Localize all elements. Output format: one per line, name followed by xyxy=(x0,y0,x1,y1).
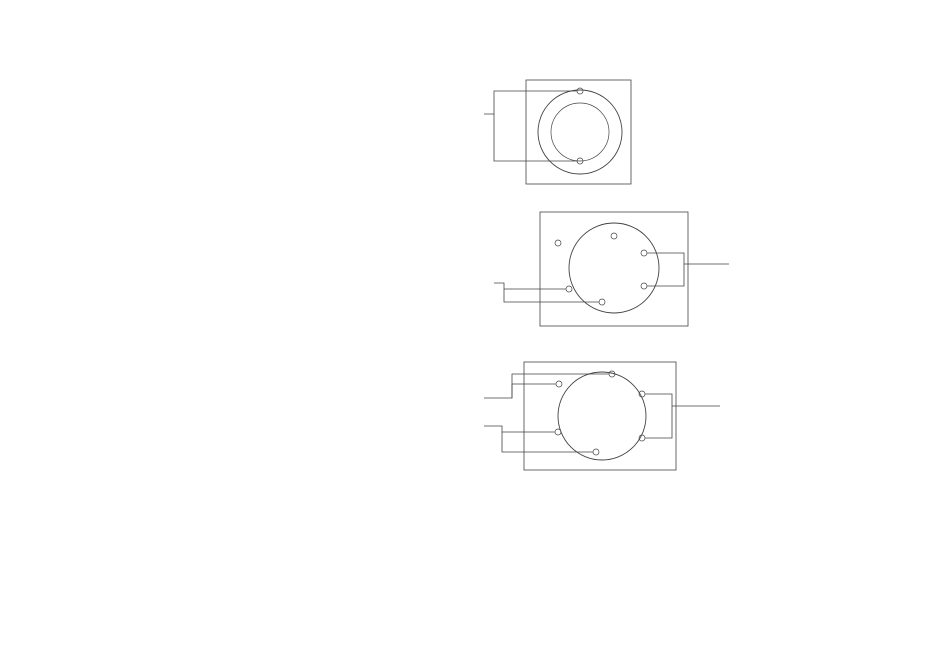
terminal-rin-minus xyxy=(641,283,647,289)
diagram-frame xyxy=(526,80,631,184)
diagram-frame xyxy=(524,362,676,470)
wire-phone-2 xyxy=(647,264,684,286)
base-circle xyxy=(569,223,659,313)
wire-lamp-2 xyxy=(645,406,672,438)
terminal-com xyxy=(611,233,617,239)
terminal-rin-plus xyxy=(641,250,647,256)
terminal-no xyxy=(556,381,562,387)
wire-start-2 xyxy=(512,374,609,398)
left-column xyxy=(72,62,470,74)
wire-lamp-1 xyxy=(645,394,720,406)
wire-s-minus xyxy=(504,289,599,302)
base-circle xyxy=(558,372,646,460)
wire-s-plus xyxy=(484,426,555,432)
terminal-s-plus xyxy=(555,429,561,435)
terminal-s-plus xyxy=(566,286,572,292)
wire-s-plus xyxy=(494,283,566,289)
terminal-s-plus xyxy=(577,88,583,94)
diagram-detector xyxy=(484,74,644,186)
terminal-s-minus xyxy=(593,449,599,455)
diagram-frame xyxy=(540,212,688,326)
wire-start-1 xyxy=(484,384,556,398)
wire-s-plus xyxy=(484,91,577,114)
diagram-manual-button xyxy=(484,208,744,330)
terminal-s-minus xyxy=(599,299,605,305)
inner-circle xyxy=(551,103,609,161)
wire-s-minus xyxy=(494,114,577,161)
wire-s-minus xyxy=(502,432,593,452)
hydrant-note xyxy=(484,474,884,482)
terminal-no xyxy=(555,240,561,246)
diagram-hydrant-button xyxy=(484,360,724,472)
